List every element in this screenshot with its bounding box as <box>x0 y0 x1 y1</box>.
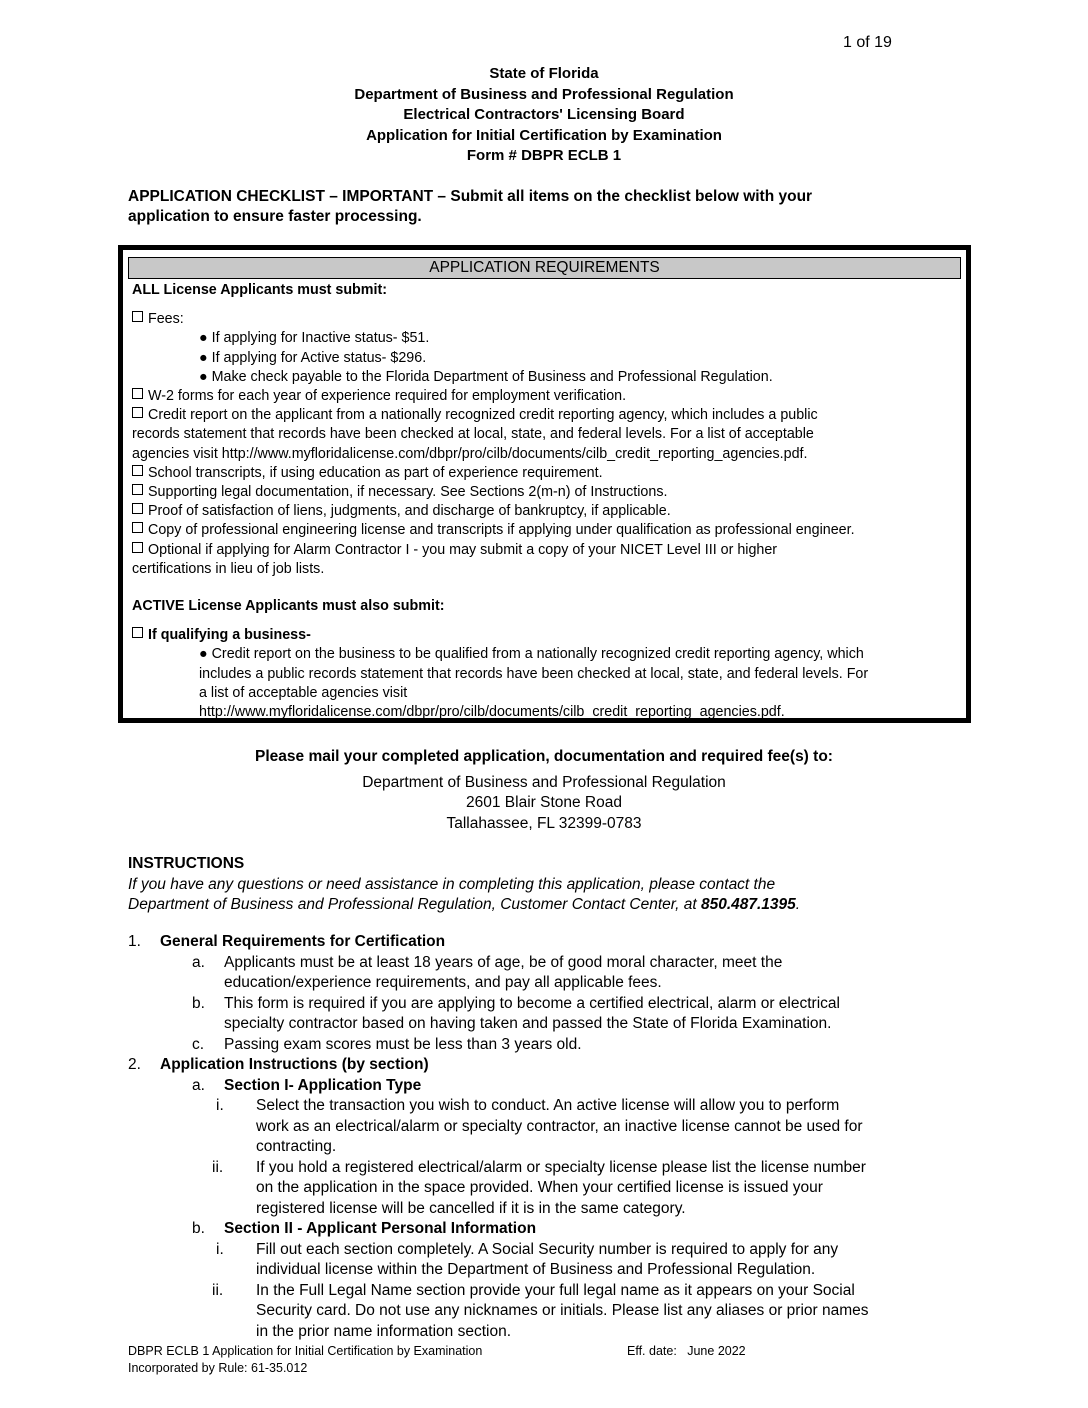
instructions-heading: INSTRUCTIONS <box>128 855 245 872</box>
instructions-section <box>128 854 968 916</box>
mailing-section <box>0 747 1088 834</box>
requirements-content <box>132 281 962 722</box>
requirements-box <box>118 245 971 723</box>
checkbox-icon <box>132 522 143 533</box>
mail-address-line-3: Tallahassee, FL 32399-0783 <box>446 814 642 832</box>
page-number: 1 of 19 <box>843 34 892 51</box>
section-2b-ii: ii. In the Full Legal Name section provide your full legal name as it appears on your Social Security card. Do not use any nicknames or initials. Please list any aliases or prior names in the prior name information section. <box>212 1281 869 1340</box>
alarm-item: Optional if applying for Alarm Contractor I - you may submit a copy of your NICET Level III or higher certifications in lieu of job lists. <box>132 541 778 577</box>
mail-address-line-2: 2601 Blair Stone Road <box>466 794 622 811</box>
checkbox-icon <box>132 503 143 514</box>
section-1-heading: 1. General Requirements for Certification <box>128 933 446 950</box>
header-department: Department of Business and Professional Regulation <box>354 85 734 103</box>
section-2a-i: i. Select the transaction you wish to conduct. An active license will allow you to perform work as an electrical/alarm or specialty contractor, an inactive license cannot be used for contracting. <box>216 1097 863 1155</box>
checkbox-icon <box>132 627 143 638</box>
engineering-item: Copy of professional engineering license and transcripts if applying under qualification as professional engineer. <box>132 521 962 540</box>
header-form-number: Form # DBPR ECLB 1 <box>466 147 622 164</box>
checkbox-icon <box>132 311 143 322</box>
bullet-icon: ● <box>199 368 212 385</box>
legal-docs-item: Supporting legal documentation, if necessary. See Sections 2(m-n) of Instructions. <box>132 483 962 502</box>
checklist-line-1: APPLICATION CHECKLIST – IMPORTANT – Submit all items on the checklist below with your <box>128 188 813 205</box>
application-checklist-note <box>128 187 948 227</box>
fee-check: ● Make check payable to the Florida Department of Business and Professional Regulation. <box>199 368 773 385</box>
mail-address-line-1: Department of Business and Professional Regulation <box>362 773 726 791</box>
bullet-icon: ● <box>199 646 212 663</box>
fees-item: Fees: <box>132 310 962 329</box>
checkbox-icon <box>132 388 143 399</box>
bullet-icon: ● <box>199 330 212 347</box>
credit-report-item: Credit report on the applicant from a nationally recognized credit reporting agency, which includes a public records statement that records have been checked at local, state, and federal levels. For a list of acceptable agencies visit http://www.myfloridalicense.com/dbpr/pro/cilb/documents/cilb_credit_reporting_agencies.pdf. <box>132 407 818 462</box>
section-2-heading: 2. Application Instructions (by section) <box>128 1056 429 1073</box>
active-applicants-heading: ACTIVE License Applicants must also submit: <box>132 598 445 615</box>
w2-item: W-2 forms for each year of experience required for employment verification. <box>132 387 962 406</box>
section-1b: b. This form is required if you are applying to become a certified electrical, alarm or electrical specialty contractor based on having taken and passed the State of Florida Examination. <box>192 994 840 1032</box>
bullet-icon: ● <box>199 349 212 366</box>
footer-rule: Incorporated by Rule: 61-35.012 <box>128 1361 308 1375</box>
all-applicants-heading: ALL License Applicants must submit: <box>132 282 387 298</box>
instructions-list <box>128 932 968 1342</box>
transcripts-item: School transcripts, if using education as part of experience requirement. <box>132 464 962 483</box>
section-2b-i: i. Fill out each section completely. A Social Security number is required to apply for any individual license within the Department of Business and Professional Regulation. <box>216 1240 839 1278</box>
business-credit-report: ● Credit report on the business to be qualified from a nationally recognized credit reporting agency, which includes a public records statement that records have been checked at local, state, and federal levels. For a list of acceptable agencies visit http://www.myfloridalicense.com/dbpr/pro/cilb/documents/cilb_credit_reporting_agencies.pdf. <box>199 646 869 721</box>
fee-inactive: ● If applying for Inactive status- $51. <box>199 330 430 347</box>
header-state: State of Florida <box>489 65 599 82</box>
section-2a-heading: a. Section I- Application Type <box>192 1076 422 1094</box>
fee-active: ● If applying for Active status- $296. <box>199 349 427 366</box>
checkbox-icon <box>132 484 143 495</box>
mail-heading: Please mail your completed application, documentation and required fee(s) to: <box>255 748 833 765</box>
requirements-title: APPLICATION REQUIREMENTS <box>128 257 961 279</box>
contact-phone: 850.487.1395 <box>700 896 796 913</box>
footer-effective-date: Eff. date: June 2022 <box>627 1344 746 1358</box>
checkbox-icon <box>132 407 143 418</box>
form-header <box>0 64 1088 167</box>
section-1a: a. Applicants must be at least 18 years of age, be of good moral character, meet the education/experience requirements, and pay all applicable fees. <box>192 953 783 991</box>
checkbox-icon <box>132 542 143 553</box>
instructions-intro-1: If you have any questions or need assistance in completing this application, please contact the <box>128 875 776 893</box>
footer-form-title: DBPR ECLB 1 Application for Initial Certification by Examination <box>128 1344 483 1358</box>
section-2b-heading: b. Section II - Applicant Personal Information <box>192 1220 537 1237</box>
header-application-title: Application for Initial Certification by Examination <box>366 126 722 144</box>
section-2a-ii: ii. If you hold a registered electrical/alarm or specialty license please list the license number on the application in the space provided. When your certified license is issued your registered license will be cancelled if it is in the same category. <box>212 1158 866 1217</box>
qualifying-business-item: If qualifying a business- <box>132 626 962 645</box>
header-board: Electrical Contractors' Licensing Board <box>403 106 685 123</box>
checklist-line-2: application to ensure faster processing. <box>128 208 422 225</box>
footer-form-info <box>128 1343 482 1377</box>
liens-item: Proof of satisfaction of liens, judgments, and discharge of bankruptcy, if applicable. <box>132 502 962 521</box>
checkbox-icon <box>132 465 143 476</box>
instructions-intro-2: Department of Business and Professional Regulation, Customer Contact Center, at 850.487.1395. <box>128 896 801 913</box>
section-1c: c. Passing exam scores must be less than 3 years old. <box>192 1035 582 1053</box>
